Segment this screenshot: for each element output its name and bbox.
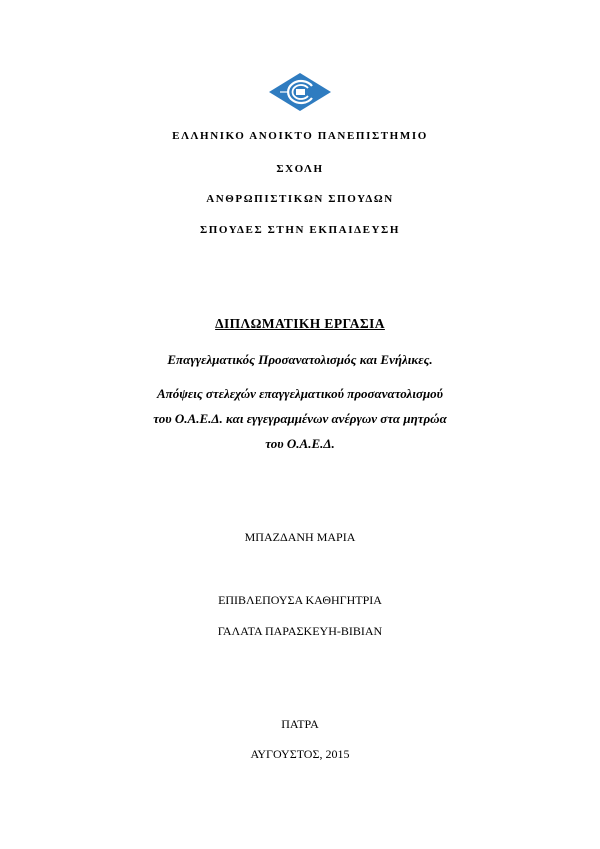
school-label: ΣΧΟΛΗ (276, 163, 324, 175)
thesis-type: ΔΙΠΛΩΜΑΤΙΚΗ ΕΡΓΑΣΙΑ (215, 316, 385, 331)
thesis-subtitle-line: του Ο.Α.Ε.Δ. (265, 436, 335, 451)
supervisor-name: ΓΑΛΑΤΑ ΠΑΡΑΣΚΕΥΗ-ΒΙΒΙΑΝ (217, 624, 383, 638)
university-name: ΕΛΛΗΝΙΚΟ ΑΝΟΙΚΤΟ ΠΑΝΕΠΙΣΤΗΜΙΟ (172, 130, 428, 142)
supervisor-label: ΕΠΙΒΛΕΠΟΥΣΑ ΚΑΘΗΓΗΤΡΙΑ (218, 593, 382, 607)
author-name: ΜΠΑΖΔΑΝΗ ΜΑΡΙΑ (244, 530, 356, 544)
program-name: ΣΠΟΥΔΕΣ ΣΤΗΝ ΕΚΠΑΙΔΕΥΣΗ (199, 224, 401, 236)
date: ΑΥΓΟΥΣΤΟΣ, 2015 (250, 747, 350, 761)
school-name: ΑΝΘΡΩΠΙΣΤΙΚΩΝ ΣΠΟΥΔΩΝ (206, 193, 394, 205)
thesis-subtitle-line: Απόψεις στελεχών επαγγελματικού προσανατολισμού (156, 386, 444, 401)
thesis-title: Επαγγελματικός Προσανατολισμός και Ενήλικες. (167, 352, 433, 367)
thesis-subtitle-line: του Ο.Α.Ε.Δ. και εγγεγραμμένων ανέργων στα μητρώα (153, 411, 447, 426)
place: ΠΑΤΡΑ (281, 717, 319, 731)
university-logo-icon (268, 72, 332, 112)
